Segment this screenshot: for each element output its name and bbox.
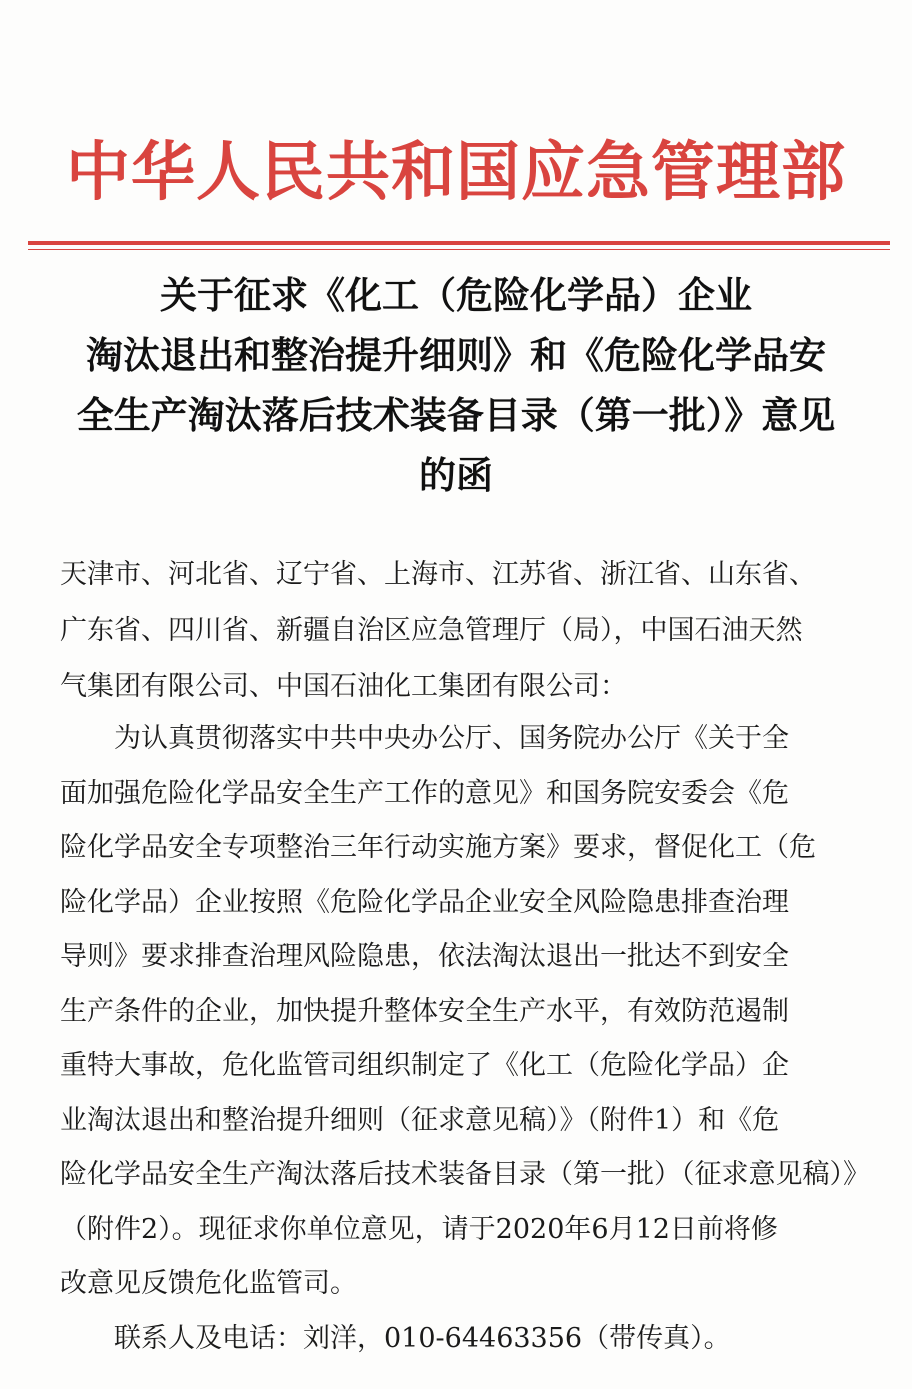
- body-line: 险化学品安全专项整治三年行动实施方案》要求，督促化工（危: [60, 832, 816, 863]
- addressee-line: 气集团有限公司、中国石油化工集团有限公司：: [60, 671, 627, 702]
- contact-line: 联系人及电话：刘洋，010-64463356（带传真）。: [114, 1323, 731, 1354]
- agency-letterhead: 中华人民共和国应急管理部: [66, 136, 846, 210]
- body-line: 重特大事故，危化监管司组织制定了《化工（危险化学品）企: [60, 1050, 789, 1081]
- body-line: （附件2）。现征求你单位意见，请于2020年6月12日前将修: [60, 1213, 778, 1245]
- body-line: 为认真贯彻落实中共中央办公厅、国务院办公厅《关于全: [60, 723, 789, 754]
- title-line: 全生产淘汰落后技术装备目录（第一批）》意见: [76, 394, 836, 437]
- addressee-block: [60, 547, 860, 715]
- body-line: 业淘汰退出和整治提升细则（征求意见稿）》（附件1）和《危: [60, 1104, 780, 1136]
- body-line: 险化学品）企业按照《危险化学品企业安全风险隐患排查治理: [60, 886, 789, 918]
- title-line: 淘汰退出和整治提升细则》和《危险化学品安: [86, 334, 826, 377]
- addressee-line: 天津市、河北省、辽宁省、上海市、江苏省、浙江省、山东省、: [60, 559, 816, 590]
- title-line: 的函: [419, 454, 493, 497]
- letterhead-red-rule-thin: [28, 249, 890, 250]
- body-line: 改意见反馈危化监管司。: [60, 1268, 357, 1299]
- addressee-line: 广东省、四川省、新疆自治区应急管理厅（局），中国石油天然: [60, 615, 803, 646]
- title-line: 关于征求《化工（危险化学品）企业: [160, 274, 752, 317]
- letterhead-red-rule: [28, 241, 890, 245]
- body-line: 面加强危险化学品安全生产工作的意见》和国务院安委会《危: [60, 777, 789, 809]
- body-line: 导则》要求排查治理风险隐患，依法淘汰退出一批达不到安全: [60, 941, 789, 972]
- body-line: 险化学品安全生产淘汰落后技术装备目录（第一批）（征求意见稿）》: [60, 1159, 870, 1190]
- document-title: [40, 266, 872, 506]
- body-line: 生产条件的企业，加快提升整体安全生产水平，有效防范遏制: [60, 995, 789, 1027]
- body-paragraph: [60, 712, 870, 1312]
